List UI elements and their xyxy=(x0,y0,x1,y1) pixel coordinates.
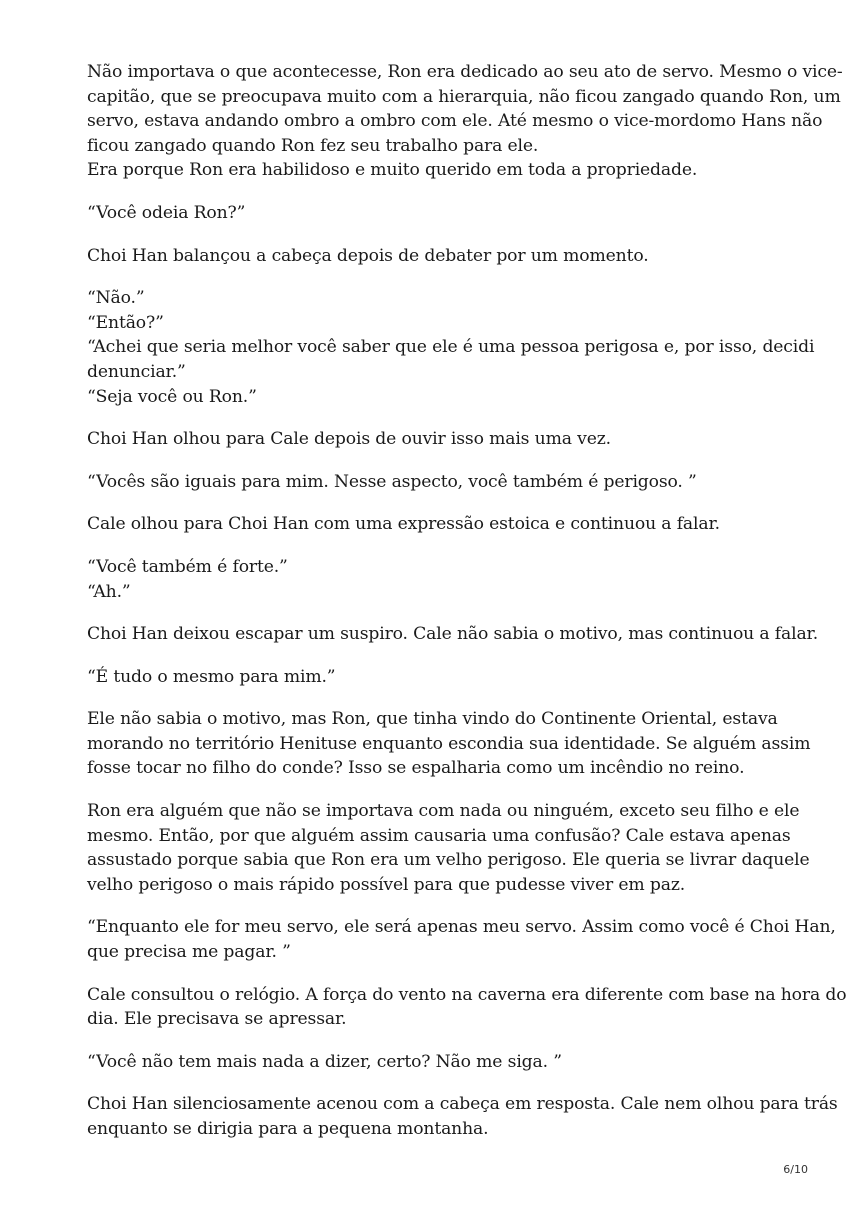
text-line: enquanto se dirigia para a pequena montanha. xyxy=(87,1119,489,1139)
text-line: “Vocês são iguais para mim. Nesse aspecto, você também é perigoso. ” xyxy=(87,471,697,492)
paragraph xyxy=(87,915,836,964)
paragraph xyxy=(87,60,843,183)
text-line: Ron era alguém que não se importava com nada ou ninguém, exceto seu filho e ele xyxy=(87,801,800,822)
page-number: 6/10 xyxy=(783,1163,808,1176)
text-line: “Você não tem mais nada a dizer, certo? Não me siga. ” xyxy=(87,1051,562,1072)
paragraph xyxy=(87,555,787,604)
text-line: Cale olhou para Choi Han com uma expressão estoica e continuou a falar. xyxy=(87,514,720,535)
text-line: servo, estava andando ombro a ombro com ele. Até mesmo o vice-mordomo Hans não xyxy=(87,111,823,132)
text-line: Choi Han balançou a cabeça depois de debater por um momento. xyxy=(87,245,649,266)
text-line: “Seja você ou Ron.” xyxy=(87,386,257,407)
text-line: Choi Han silenciosamente acenou com a cabeça em resposta. Cale nem olhou para trás xyxy=(87,1094,838,1115)
text-line: Cale consultou o relógio. A força do vento na caverna era diferente com base na hora do xyxy=(87,984,847,1005)
text-line: denunciar.” xyxy=(87,361,186,382)
paragraph xyxy=(87,707,811,781)
text-line: Choi Han deixou escapar um suspiro. Cale não sabia o motivo, mas continuou a falar. xyxy=(87,624,819,645)
text-line: ficou zangado quando Ron fez seu trabalho para ele. xyxy=(87,135,539,156)
text-line: fosse tocar no filho do conde? Isso se espalharia como um incêndio no reino. xyxy=(87,758,745,779)
text-line: Choi Han olhou para Cale depois de ouvir isso mais uma vez. xyxy=(87,429,611,450)
text-line: velho perigoso o mais rápido possível para que pudesse viver em paz. xyxy=(87,874,686,895)
paragraph xyxy=(87,244,787,269)
text-line: “Não.” xyxy=(87,288,145,309)
text-line: “Achei que seria melhor você saber que ele é uma pessoa perigosa e, por isso, decidi xyxy=(87,337,815,358)
text-line: capitão, que se preocupava muito com a hierarquia, não ficou zangado quando Ron, um xyxy=(87,86,841,107)
text-line: Ele não sabia o motivo, mas Ron, que tinha vindo do Continente Oriental, estava xyxy=(87,709,778,730)
text-line: “Você odeia Ron?” xyxy=(87,202,246,223)
paragraph xyxy=(87,1092,838,1141)
text-line: “Ah.” xyxy=(87,581,131,602)
document-body xyxy=(87,60,847,1160)
text-line: “Então?” xyxy=(87,312,164,333)
paragraph xyxy=(87,622,819,647)
text-line: Não importava o que acontecesse, Ron era dedicado ao seu ato de servo. Mesmo o vice- xyxy=(87,62,843,82)
paragraph xyxy=(87,201,787,226)
paragraph xyxy=(87,1050,787,1075)
text-line: Era porque Ron era habilidoso e muito querido em toda a propriedade. xyxy=(87,160,698,181)
paragraph xyxy=(87,799,810,897)
text-line: que precisa me pagar. ” xyxy=(87,942,291,963)
text-line: assustado porque sabia que Ron era um velho perigoso. Ele queria se livrar daquele xyxy=(87,850,810,871)
paragraph xyxy=(87,286,815,409)
paragraph xyxy=(87,427,787,452)
paragraph xyxy=(87,470,787,495)
text-line: “É tudo o mesmo para mim.” xyxy=(87,666,336,687)
paragraph xyxy=(87,983,847,1032)
text-line: “Enquanto ele for meu servo, ele será apenas meu servo. Assim como você é Choi Han, xyxy=(87,917,836,938)
text-line: mesmo. Então, por que alguém assim causaria uma confusão? Cale estava apenas xyxy=(87,825,791,846)
paragraph xyxy=(87,512,787,537)
text-line: dia. Ele precisava se apressar. xyxy=(87,1009,347,1030)
text-line: morando no território Henituse enquanto escondia sua identidade. Se alguém assim xyxy=(87,733,811,754)
paragraph xyxy=(87,665,787,690)
text-line: “Você também é forte.” xyxy=(87,556,288,577)
